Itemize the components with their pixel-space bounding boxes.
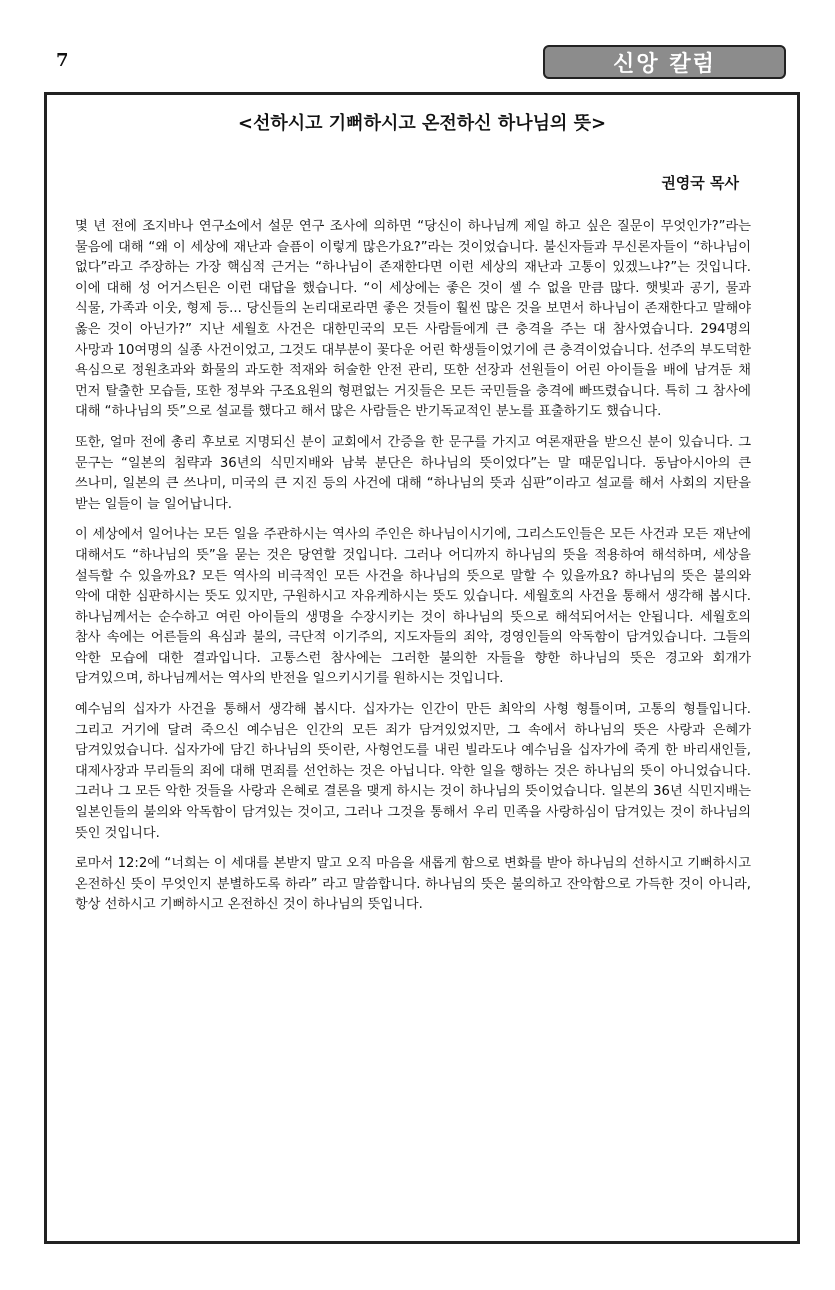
- author-byline: 권영국 목사: [661, 174, 739, 192]
- page-number: 7: [56, 50, 69, 71]
- paragraph: 몇 년 전에 조지바나 연구소에서 설문 연구 조사에 의하면 “당신이 하나님께 제일 하고 싶은 질문이 무엇인가?”라는 물음에 대해 “왜 이 세상에 재난과 슬픔이 이렇게 많은가요?”라는 것이었습니다. 불신자들과 무신론자들이 “하나님이 없다”라고 주장하는 가장 핵심적 근거는 “하나님이 존재한다면 이런 세상의 재난과 고통이 있겠느냐?”는 것입니다. 이에 대해 성 어거스틴은 이런 대답을 했습니다. “이 세상에는 좋은 것이 셀 수 없을 만큼 많다. 햇빛과 공기, 물과 식물, 가족과 이웃, 형제 등... 당신들의 논리대로라면 좋은 것들이 훨씬 많은 것을 보면서 하나님이 존재한다고 말해야 옳은 것이 아닌가?” 지난 세월호 사건은 대한민국의 모든 사람들에게 큰 충격을 주는 대 참사였습니다. 294명의 사망과 10여명의 실종 사건이었고, 그것도 대부분이 꽃다운 어린 학생들이었기에 큰 충격이었습니다. 선주의 부도덕한 욕심으로 정원초과와 화물의 과도한 적재와 허술한 안전 관리, 또한 선장과 선원들이 어린 아이들을 배에 남겨둔 채 먼저 탈출한 모습들, 또한 정부와 구조요원의 형편없는 거짓들은 모든 국민들을 충격에 빠뜨렸습니다. 특히 그 참사에 대해 “하나님의 뜻”으로 설교를 했다고 해서 많은 사람들은 반기독교적인 분노를 표출하기도 했습니다.: [75, 219, 751, 420]
- paragraph: 이 세상에서 일어나는 모든 일을 주관하시는 역사의 주인은 하나님이시기에, 그리스도인들은 모든 사건과 모든 재난에 대해서도 “하나님의 뜻”을 묻는 것은 당연할 것입니다. 그러나 어디까지 하나님의 뜻을 적용하여 해석하며, 세상을 설득할 수 있을까요? 모든 역사의 비극적인 모든 사건을 하나님의 뜻으로 말할 수 있을까요? 하나님의 뜻은 불의와 악에 대한 심판하시는 뜻도 있지만, 구원하시고 자유케하시는 뜻도 있습니다. 세월호의 사건을 통해서 생각해 봅시다. 하나님께서는 순수하고 여린 아이들의 생명을 수장시키는 것이 하나님의 뜻으로 해석되어서는 안됩니다. 세월호의 참사 속에는 어른들의 욕심과 불의, 극단적 이기주의, 지도자들의 죄악, 경영인들의 악독함이 담겨있습니다. 그들의 악한 모습에 대한 결과입니다. 고통스런 참사에는 그러한 불의한 자들을 향한 하나님의 뜻은 경고와 회개가 담겨있으며, 하나님께서는 역사의 반전을 일으키시기를 원하시는 것입니다.: [75, 527, 751, 687]
- section-tab: 신앙 칼럼: [543, 45, 786, 79]
- paragraph: 로마서 12:2에 “너희는 이 세대를 본받지 말고 오직 마음을 새롭게 함으로 변화를 받아 하나님의 선하시고 기뻐하시고 온전하신 뜻이 무엇인지 분별하도록 하라” 라고 말씀합니다. 하나님의 뜻은 불의하고 잔악함으로 가득한 것이 아니라, 항상 선하시고 기뻐하시고 온전하신 것이 하나님의 뜻입니다.: [75, 856, 751, 913]
- article-box: [44, 92, 800, 1244]
- article-body: [75, 217, 751, 926]
- article-title: <선하시고 기뻐하시고 온전하신 하나님의 뜻>: [237, 113, 607, 134]
- paragraph: 예수님의 십자가 사건을 통해서 생각해 봅시다. 십자가는 인간이 만든 최악의 사형 형틀이며, 고통의 형틀입니다. 그리고 거기에 달려 죽으신 예수님은 인간의 모든 죄가 담겨있었지만, 그 속에서 하나님의 뜻은 사랑과 은혜가 담겨있었습니다. 십자가에 담긴 하나님의 뜻이란, 사형언도를 내린 빌라도나 예수님을 십자가에 죽게 한 바리새인들, 대제사장과 무리들의 죄에 대해 면죄를 선언하는 것은 아닙니다. 악한 일을 행하는 것은 하나님의 뜻이 아니었습니다. 그러나 그 모든 악한 것들을 사랑과 은혜로 결론을 맺게 하시는 것이 하나님의 뜻이었습니다. 일본의 36년 식민지배는 일본인들의 불의와 악독함이 담겨있는 것이고, 그러나 그것을 통해서 우리 민족을 사랑하심이 담겨있는 것이 하나님의 뜻인 것입니다.: [75, 702, 751, 841]
- paragraph: 또한, 얼마 전에 총리 후보로 지명되신 분이 교회에서 간증을 한 문구를 가지고 여론재판을 받으신 분이 있습니다. 그 문구는 “일본의 침략과 36년의 식민지배와 남북 분단은 하나님의 뜻이었다”는 말 때문입니다. 동남아시아의 큰 쓰나미, 일본의 큰 쓰나미, 미국의 큰 지진 등의 사건에 대해 “하나님의 뜻과 심판”이라고 설교를 해서 사회의 지탄을 받는 일들이 늘 일어납니다.: [75, 434, 751, 512]
